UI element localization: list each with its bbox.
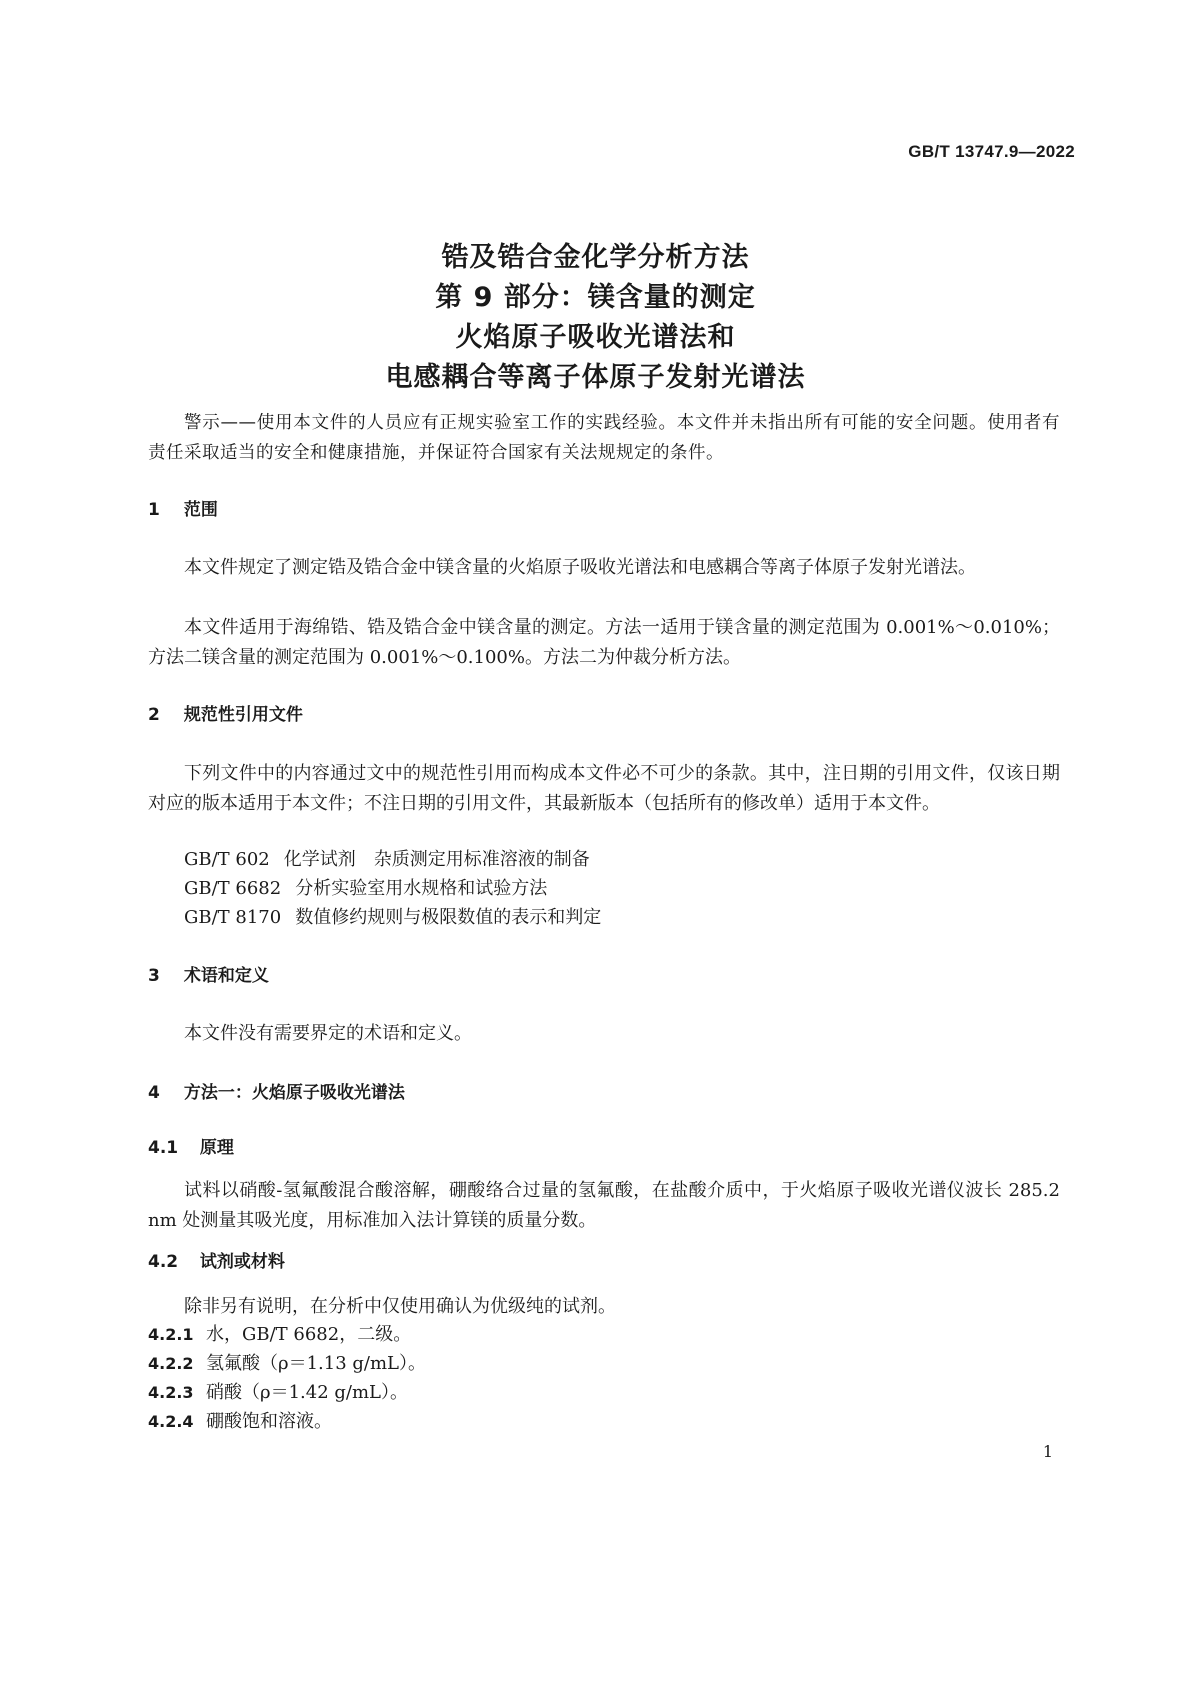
section-title: 方法一：火焰原子吸收光谱法 bbox=[183, 1083, 405, 1103]
item-number: 4.2.1 bbox=[148, 1325, 194, 1344]
section-title: 原理 bbox=[199, 1138, 234, 1158]
scope-paragraph-1: 本文件规定了测定锆及锆合金中镁含量的火焰原子吸收光谱法和电感耦合等离子体原子发射光谱法。 bbox=[184, 557, 976, 578]
normative-references-paragraph: 下列文件中的内容通过文中的规范性引用而构成本文件必不可少的条款。其中，注日期的引用文件，仅该日期对应的版本适用于本文件；不注日期的引用文件，其最新版本（包括所有的修改单）适用于本文件。 bbox=[148, 763, 1060, 814]
reference-code: GB/T 6682 bbox=[184, 878, 282, 899]
reagent-item bbox=[148, 1408, 332, 1436]
section-title: 试剂或材料 bbox=[199, 1252, 285, 1272]
item-text: 氢氟酸（ρ＝1.13 g/mL）。 bbox=[206, 1353, 426, 1374]
reagents-paragraph: 除非另有说明，在分析中仅使用确认为优级纯的试剂。 bbox=[184, 1296, 616, 1317]
item-text: 水，GB/T 6682，二级。 bbox=[206, 1324, 412, 1345]
item-text: 硼酸饱和溶液。 bbox=[206, 1411, 332, 1432]
title-line-1: 锆及锆合金化学分析方法 bbox=[441, 242, 750, 273]
principle-paragraph: 试料以硝酸-氢氟酸混合酸溶解，硼酸络合过量的氢氟酸，在盐酸介质中，于火焰原子吸收光谱仪波长 285.2 nm 处测量其吸光度，用标准加入法计算镁的质量分数。 bbox=[148, 1180, 1060, 1231]
title-line-2: 第 9 部分：镁含量的测定 bbox=[435, 282, 756, 313]
reference-title: 分析实验室用水规格和试验方法 bbox=[295, 878, 548, 899]
reagent-item bbox=[148, 1379, 408, 1407]
section-1-heading bbox=[148, 498, 218, 522]
section-number: 2 bbox=[148, 705, 160, 725]
section-number: 4.1 bbox=[148, 1138, 179, 1158]
item-text: 硝酸（ρ＝1.42 g/mL）。 bbox=[206, 1382, 408, 1403]
terms-paragraph: 本文件没有需要界定的术语和定义。 bbox=[184, 1023, 472, 1044]
section-4-heading bbox=[148, 1081, 405, 1105]
page-number: 1 bbox=[1042, 1442, 1053, 1461]
reference-code: GB/T 8170 bbox=[184, 907, 282, 928]
standard-code: GB/T 13747.9—2022 bbox=[908, 142, 1075, 161]
section-title: 范围 bbox=[183, 500, 218, 520]
section-number: 4 bbox=[148, 1083, 160, 1103]
item-number: 4.2.4 bbox=[148, 1412, 194, 1431]
reference-item bbox=[184, 875, 547, 903]
reagent-item bbox=[148, 1350, 426, 1378]
reagent-item bbox=[148, 1321, 411, 1349]
reference-title: 数值修约规则与极限数值的表示和判定 bbox=[295, 907, 602, 928]
title-line-4: 电感耦合等离子体原子发射光谱法 bbox=[385, 362, 806, 393]
reference-item bbox=[184, 846, 590, 874]
reference-code: GB/T 602 bbox=[184, 849, 270, 870]
document-title bbox=[0, 238, 1191, 398]
item-number: 4.2.2 bbox=[148, 1354, 194, 1373]
scope-paragraph-2: 本文件适用于海绵锆、锆及锆合金中镁含量的测定。方法一适用于镁含量的测定范围为 0.001%～0.010%；方法二镁含量的测定范围为 0.001%～0.100%。方法二为仲裁分析方法。 bbox=[148, 617, 1060, 668]
section-number: 3 bbox=[148, 966, 160, 986]
section-number: 1 bbox=[148, 500, 160, 520]
item-number: 4.2.3 bbox=[148, 1383, 194, 1402]
section-4-1-heading bbox=[148, 1136, 234, 1160]
title-line-3: 火焰原子吸收光谱法和 bbox=[455, 322, 736, 353]
safety-warning: 警示——使用本文件的人员应有正规实验室工作的实践经验。本文件并未指出所有可能的安全问题。使用者有责任采取适当的安全和健康措施，并保证符合国家有关法规规定的条件。 bbox=[148, 413, 1060, 463]
reference-title: 化学试剂 杂质测定用标准溶液的制备 bbox=[283, 849, 590, 870]
section-title: 术语和定义 bbox=[183, 966, 269, 986]
reference-item bbox=[184, 904, 601, 932]
section-2-heading bbox=[148, 703, 303, 727]
section-3-heading bbox=[148, 964, 269, 988]
section-4-2-heading bbox=[148, 1250, 285, 1274]
section-title: 规范性引用文件 bbox=[183, 705, 303, 725]
section-number: 4.2 bbox=[148, 1252, 179, 1272]
